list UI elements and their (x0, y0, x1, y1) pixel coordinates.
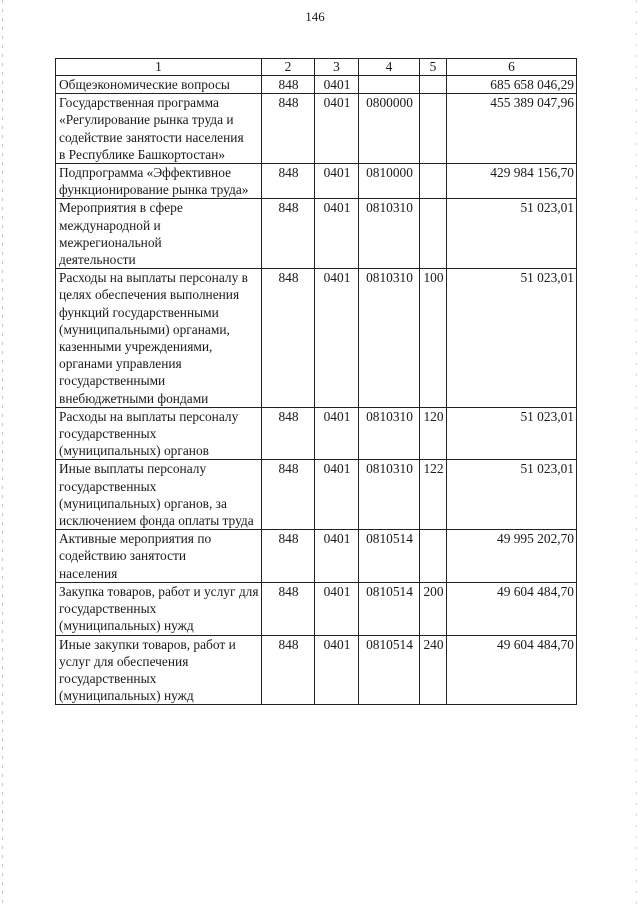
row-col3: 0401 (315, 164, 359, 199)
row-col4: 0810310 (359, 269, 420, 408)
row-col3: 0401 (315, 199, 359, 269)
row-col2: 848 (262, 460, 315, 530)
row-col5 (420, 530, 447, 583)
row-col5: 200 (420, 582, 447, 635)
row-name (56, 94, 262, 164)
scan-edge-left (2, 0, 3, 905)
row-name-text: Государственная программа «Регулирование рынка труда и содействие занятости населения в Республике Башкортостан» (59, 95, 244, 162)
header-col-5: 5 (420, 59, 447, 76)
scan-edge-right (636, 0, 637, 905)
row-col4 (359, 76, 420, 94)
row-col5 (420, 94, 447, 164)
row-col3: 0401 (315, 269, 359, 408)
budget-table (55, 58, 577, 705)
row-col5 (420, 199, 447, 269)
row-col4: 0810000 (359, 164, 420, 199)
header-row (56, 59, 577, 76)
row-amount: 455 389 047,96 (447, 94, 577, 164)
header-col-2: 2 (262, 59, 315, 76)
row-col3: 0401 (315, 407, 359, 460)
row-col2: 848 (262, 407, 315, 460)
row-col2: 848 (262, 635, 315, 705)
row-col5: 120 (420, 407, 447, 460)
table-row (56, 269, 577, 408)
row-col3: 0401 (315, 460, 359, 530)
row-col2: 848 (262, 530, 315, 583)
row-col5 (420, 164, 447, 199)
row-name-text: Активные мероприятия по содействию занятости населения (59, 531, 212, 581)
row-name (56, 582, 262, 635)
table-row (56, 94, 577, 164)
header-col-4: 4 (359, 59, 420, 76)
row-name-text: Подпрограмма «Эффективное функционирование рынка труда» (59, 165, 249, 198)
row-name (56, 407, 262, 460)
row-name-text: Расходы на выплаты персоналу государственных (муниципальных) органов (59, 408, 239, 459)
table-row (56, 582, 577, 635)
row-amount: 51 023,01 (447, 407, 577, 460)
row-col3: 0401 (315, 635, 359, 705)
row-name (56, 269, 262, 408)
row-col4: 0800000 (359, 94, 420, 164)
row-name-text: Иные закупки товаров, работ и услуг для обеспечения государственных (муниципальных) нужд (59, 636, 236, 704)
row-col4: 0810514 (359, 582, 420, 635)
row-col2: 848 (262, 94, 315, 164)
table-row (56, 164, 577, 199)
table-row (56, 407, 577, 460)
row-name-text: Мероприятия в сфере международной и межрегиональной деятельности (59, 200, 183, 268)
table-body (56, 76, 577, 705)
header-col-1: 1 (56, 59, 262, 76)
row-col3: 0401 (315, 76, 359, 94)
row-amount: 49 604 484,70 (447, 635, 577, 705)
table-row (56, 76, 577, 94)
row-col2: 848 (262, 269, 315, 408)
row-amount: 685 658 046,29 (447, 76, 577, 94)
row-col4: 0810310 (359, 460, 420, 530)
row-col3: 0401 (315, 582, 359, 635)
row-name (56, 460, 262, 530)
row-col3: 0401 (315, 94, 359, 164)
row-col2: 848 (262, 582, 315, 635)
table-row (56, 635, 577, 705)
row-name-text: Расходы на выплаты персоналу в целях обеспечения выполнения функций государственными (муниципальными) органами, казенными учреждениями, органами управления государственными внебюджетными фондами (59, 270, 248, 406)
row-name (56, 199, 262, 269)
row-name (56, 635, 262, 705)
row-col4: 0810310 (359, 199, 420, 269)
table-row (56, 530, 577, 583)
table-header (56, 59, 577, 76)
row-name-text: Закупка товаров, работ и услуг для государственных (муниципальных) нужд (59, 583, 259, 634)
row-col5: 100 (420, 269, 447, 408)
row-amount: 51 023,01 (447, 460, 577, 530)
row-amount: 51 023,01 (447, 269, 577, 408)
row-name: Общеэкономические вопросы (56, 76, 262, 94)
header-col-6: 6 (447, 59, 577, 76)
row-col5 (420, 76, 447, 94)
row-name-text: Иные выплаты персоналу государственных (муниципальных) органов, за исключением фонда оплаты труда (59, 461, 254, 529)
row-col2: 848 (262, 199, 315, 269)
row-col4: 0810514 (359, 635, 420, 705)
table-row (56, 199, 577, 269)
row-amount: 49 604 484,70 (447, 582, 577, 635)
table-row (56, 460, 577, 530)
row-amount: 429 984 156,70 (447, 164, 577, 199)
row-name (56, 530, 262, 583)
page-number: 146 (305, 9, 325, 24)
row-amount: 49 995 202,70 (447, 530, 577, 583)
row-col3: 0401 (315, 530, 359, 583)
row-name (56, 164, 262, 199)
row-col5: 122 (420, 460, 447, 530)
row-col2: 848 (262, 76, 315, 94)
row-col4: 0810310 (359, 407, 420, 460)
header-col-3: 3 (315, 59, 359, 76)
row-amount: 51 023,01 (447, 199, 577, 269)
row-col4: 0810514 (359, 530, 420, 583)
row-col5: 240 (420, 635, 447, 705)
row-col2: 848 (262, 164, 315, 199)
